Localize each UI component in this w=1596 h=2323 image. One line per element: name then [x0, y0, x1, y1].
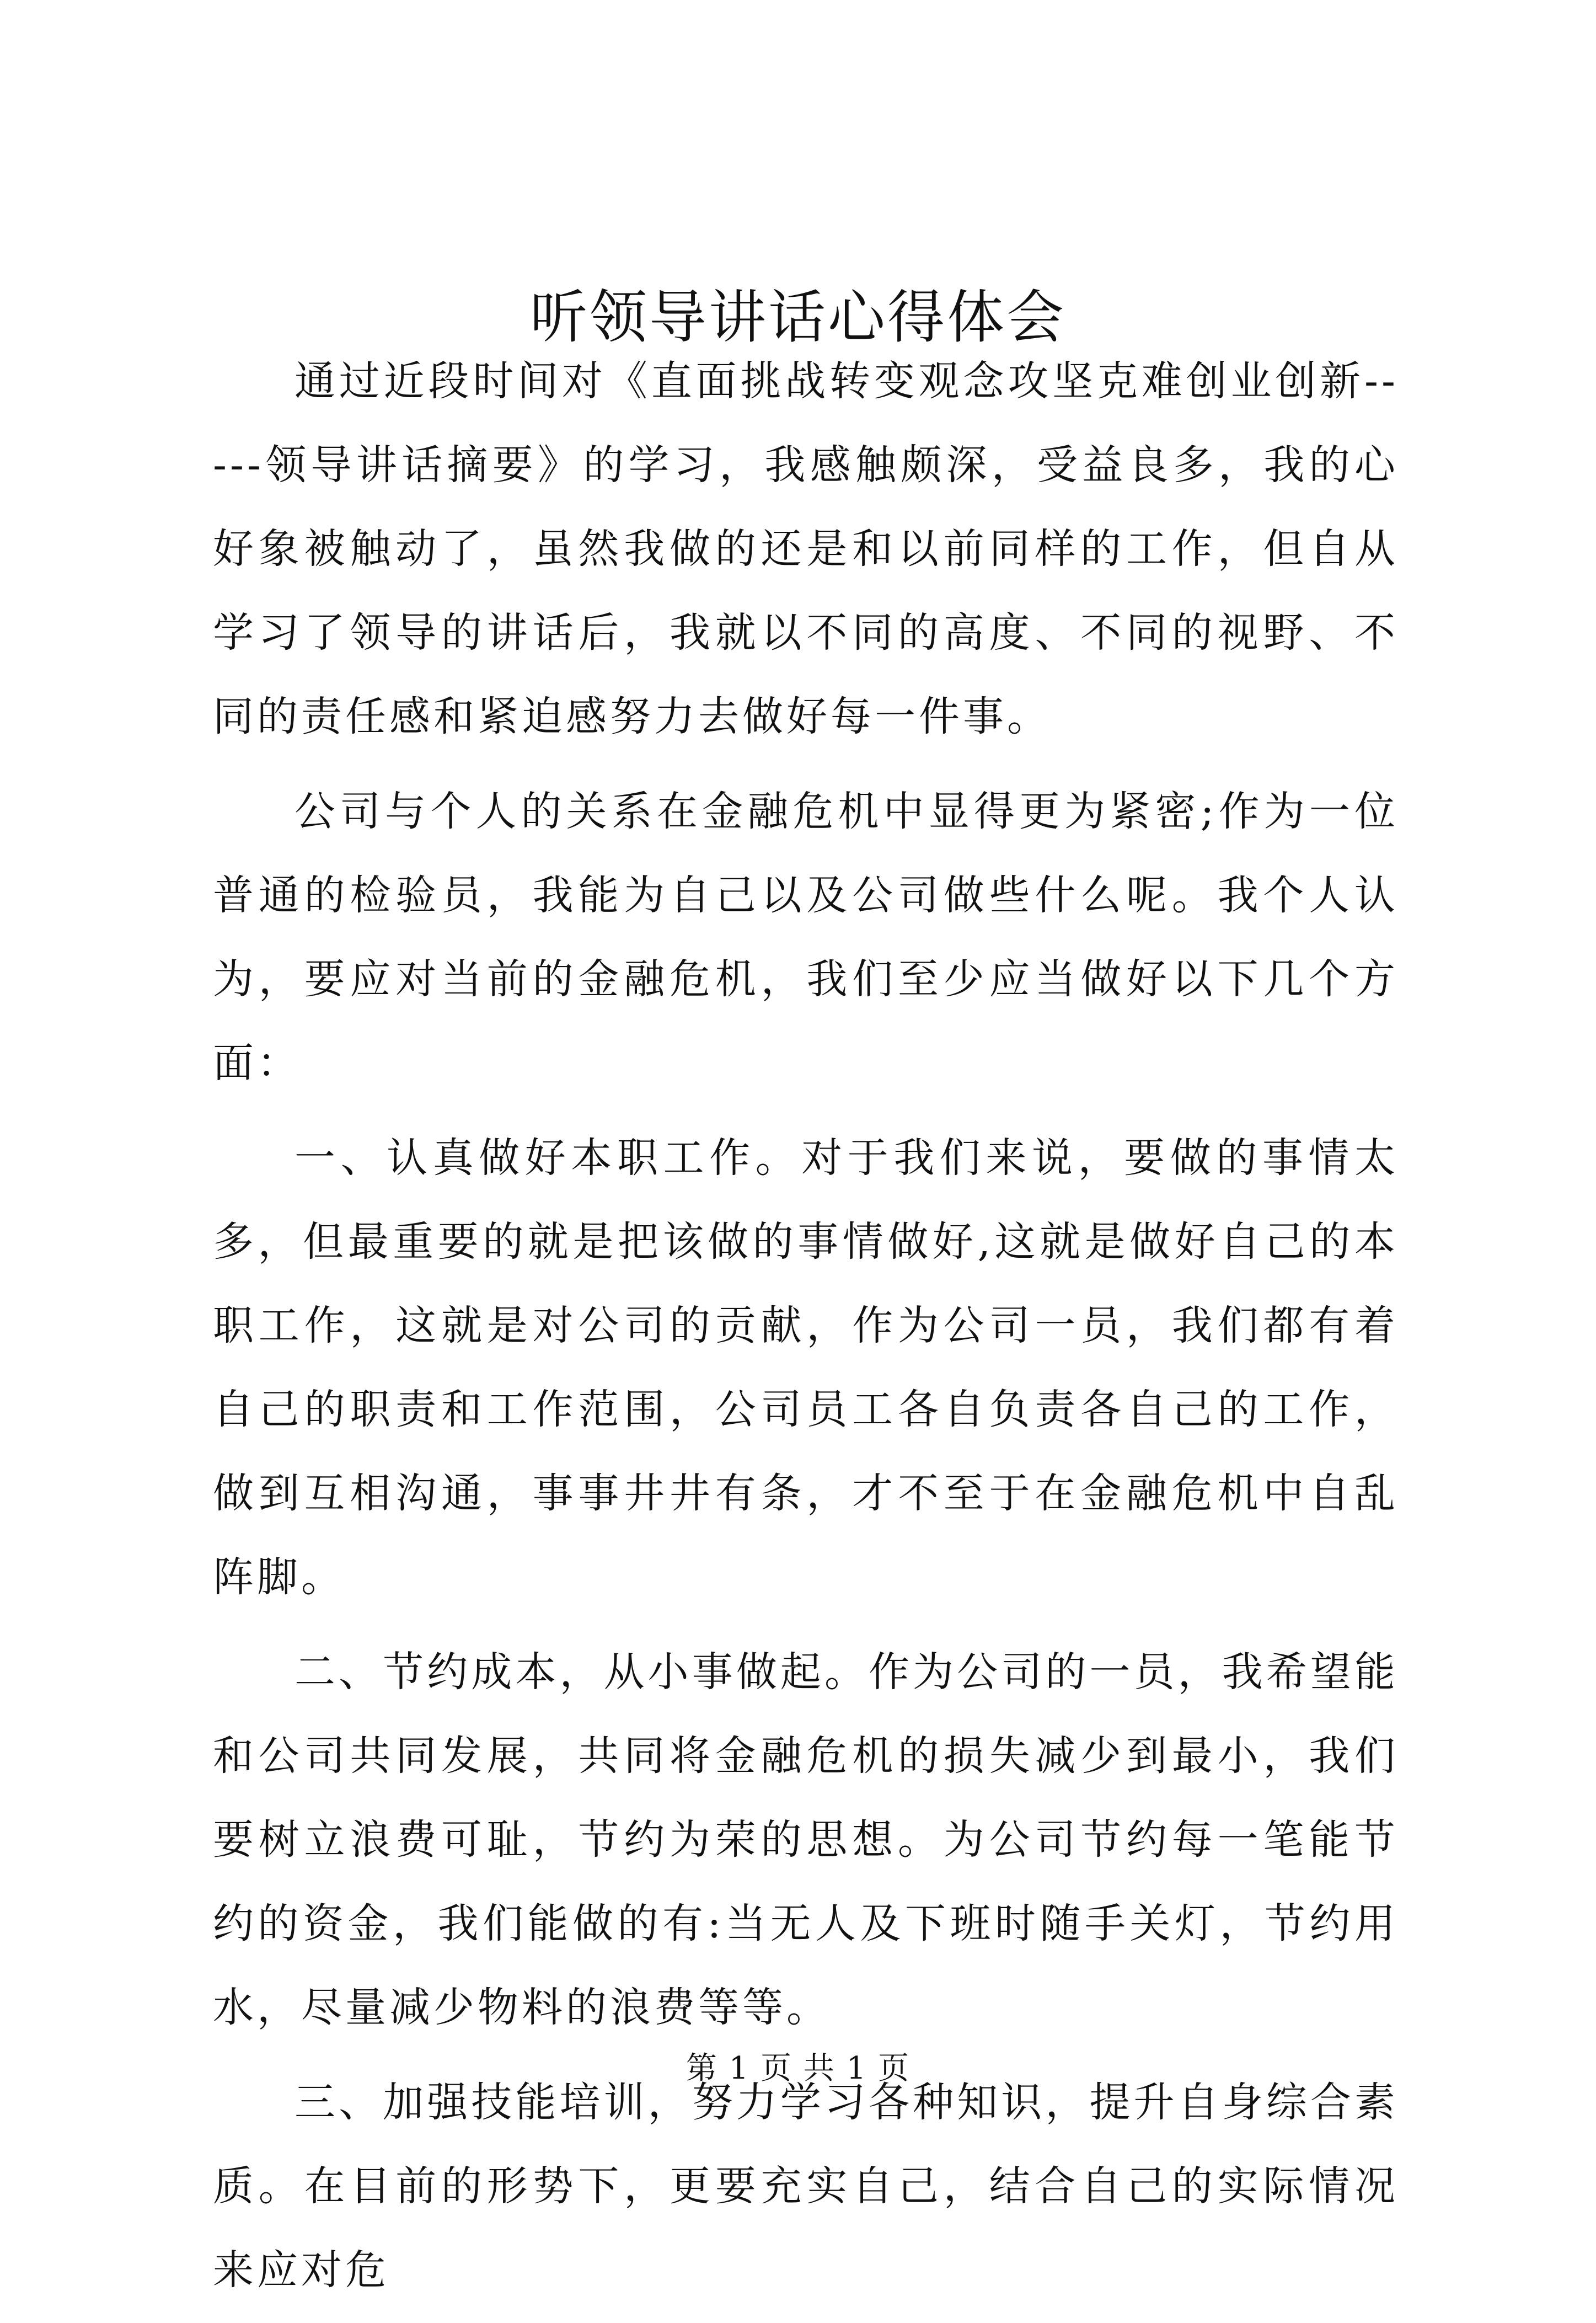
paragraph-point-one: 一、认真做好本职工作。对于我们来说，要做的事情太多，但最重要的就是把该做的事情做好,这就是做好自己的本职工作，这就是对公司的贡献，作为公司一员，我们都有着自己的职责和工作范围，公司员工各自负责各自己的工作，做到互相沟通，事事井井有条，才不至于在金融危机中自乱阵脚。 — [213, 1134, 1399, 1601]
document-body — [213, 339, 1399, 2323]
paragraph-point-three: 三、加强技能培训，努力学习各种知识，提升自身综合素质。在目前的形势下，更要充实自己，结合自己的实际情况来应对危 — [213, 2079, 1399, 2294]
paragraph-point-two: 二、节约成本，从小事做起。作为公司的一员，我希望能和公司共同发展，共同将金融危机的损失减少到最小，我们要树立浪费可耻，节约为荣的思想。为公司节约每一笔能节约的资金，我们能做的有:当无人及下班时随手关灯，节约用水，尽量减少物料的浪费等等。 — [213, 1648, 1399, 2031]
page-number-footer: 第 1 页 共 1 页 — [685, 2050, 911, 2086]
document-title: 听领导讲话心得体会 — [529, 284, 1066, 351]
paragraph-relationship: 公司与个人的关系在金融危机中显得更为紧密;作为一位普通的检验员，我能为自己以及公司做些什么呢。我个人认为，要应对当前的金融危机，我们至少应当做好以下几个方面： — [213, 788, 1399, 1087]
paragraph-intro: 通过近段时间对《直面挑战转变观念攻坚克难创业创新-----领导讲话摘要》的学习，我感触颇深，受益良多，我的心好象被触动了，虽然我做的还是和以前同样的工作，但自从学习了领导的讲话后，我就以不同的高度、不同的视野、不同的责任感和紧迫感努力去做好每一件事。 — [213, 357, 1399, 740]
